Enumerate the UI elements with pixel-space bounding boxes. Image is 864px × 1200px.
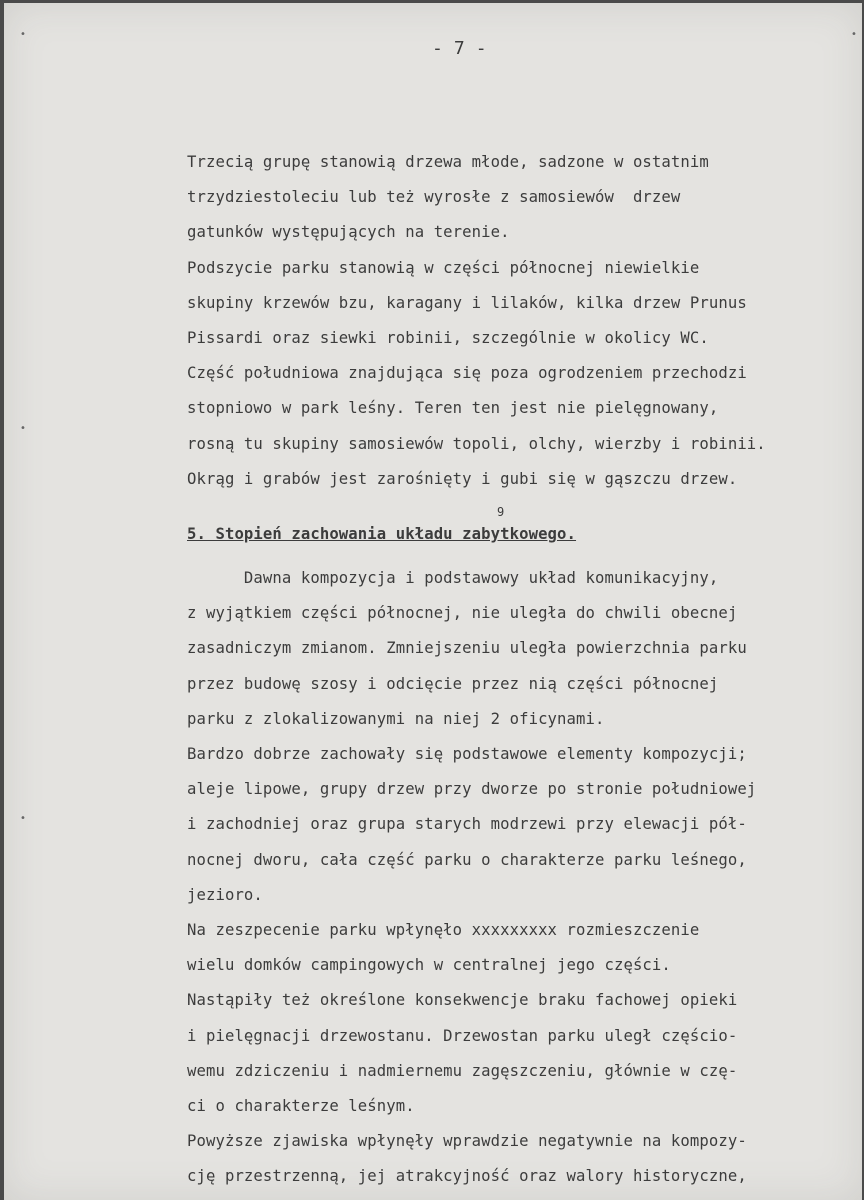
text-line: gatunków występujących na terenie. [187, 223, 510, 242]
text-line: jezioro. [187, 885, 263, 904]
text-line: Bardzo dobrze zachowały się podstawowe elementy kompozycji; [187, 745, 747, 763]
text-line: aleje lipowe, grupy drzew przy dworze po stronie południowej [187, 780, 757, 799]
text-line: Podszycie parku stanowią w części północnej niewielkie [187, 258, 700, 277]
text-line: ci o charakterze leśnym. [187, 1097, 415, 1115]
text-line: cję przestrzenną, jej atrakcyjność oraz walory historyczne, [187, 1167, 747, 1186]
text-line: Okrąg i grabów jest zarośnięty i gubi się w gąszczu drzew. [187, 469, 738, 488]
text-line: wielu domków campingowych w centralnej jego części. [187, 956, 671, 975]
text-line: stopniowo w park leśny. Teren ten jest nie pielęgnowany, [187, 399, 719, 418]
text-line: Część południowa znajdująca się poza ogrodzeniem przechodzi [187, 364, 747, 383]
text-line: Nastąpiły też określone konsekwencje braku fachowej opieki [187, 991, 738, 1010]
heading-annotation: 9 [497, 505, 505, 519]
text-line: z wyjątkiem części północnej, nie uległa do chwili obecnej [187, 604, 738, 623]
text-line: i pielęgnacji drzewostanu. Drzewostan parku uległ częścio- [187, 1026, 738, 1045]
margin-dot: • [20, 813, 26, 824]
text-line: Trzecią grupę stanowią drzewa młode, sadzone w ostatnim [187, 153, 709, 171]
margin-dot: • [20, 29, 26, 40]
text-line: Dawna kompozycja i podstawowy układ komunikacyjny, [187, 569, 719, 587]
text-line: rosną tu skupiny samosiewów topoli, olchy, wierzby i robinii. [187, 434, 766, 453]
text-line: i zachodniej oraz grupa starych modrzewi przy elewacji pół- [187, 815, 747, 834]
text-line: parku z zlokalizowanymi na niej 2 oficynami. [187, 709, 605, 728]
margin-dot: • [20, 423, 26, 434]
document-page [4, 3, 862, 1200]
margin-dot: • [851, 29, 857, 40]
text-line: przez budowę szosy i odcięcie przez nią części północnej [187, 674, 719, 693]
text-line: zasadniczym zmianom. Zmniejszeniu uległa powierzchnia parku [187, 639, 747, 658]
text-line: Powyższe zjawiska wpłynęły wprawdzie negatywnie na kompozy- [187, 1132, 747, 1151]
page-number: - 7 - [432, 38, 487, 59]
text-line: Na zeszpecenie parku wpłynęło xxxxxxxxx rozmieszczenie [187, 921, 700, 939]
text-line: nocnej dworu, cała część parku o charakterze parku leśnego, [187, 850, 747, 869]
text-line: skupiny krzewów bzu, karagany i lilaków, kilka drzew Prunus [187, 293, 747, 312]
text-line: trzydziestoleciu lub też wyrosłe z samosiewów drzew [187, 188, 681, 207]
text-line: wemu zdziczeniu i nadmiernemu zagęszczeniu, głównie w czę- [187, 1061, 738, 1080]
section-heading: 5. Stopień zachowania układu zabytkowego. [187, 525, 577, 543]
text-line: Pissardi oraz siewki robinii, szczególnie w okolicy WC. [187, 329, 709, 347]
